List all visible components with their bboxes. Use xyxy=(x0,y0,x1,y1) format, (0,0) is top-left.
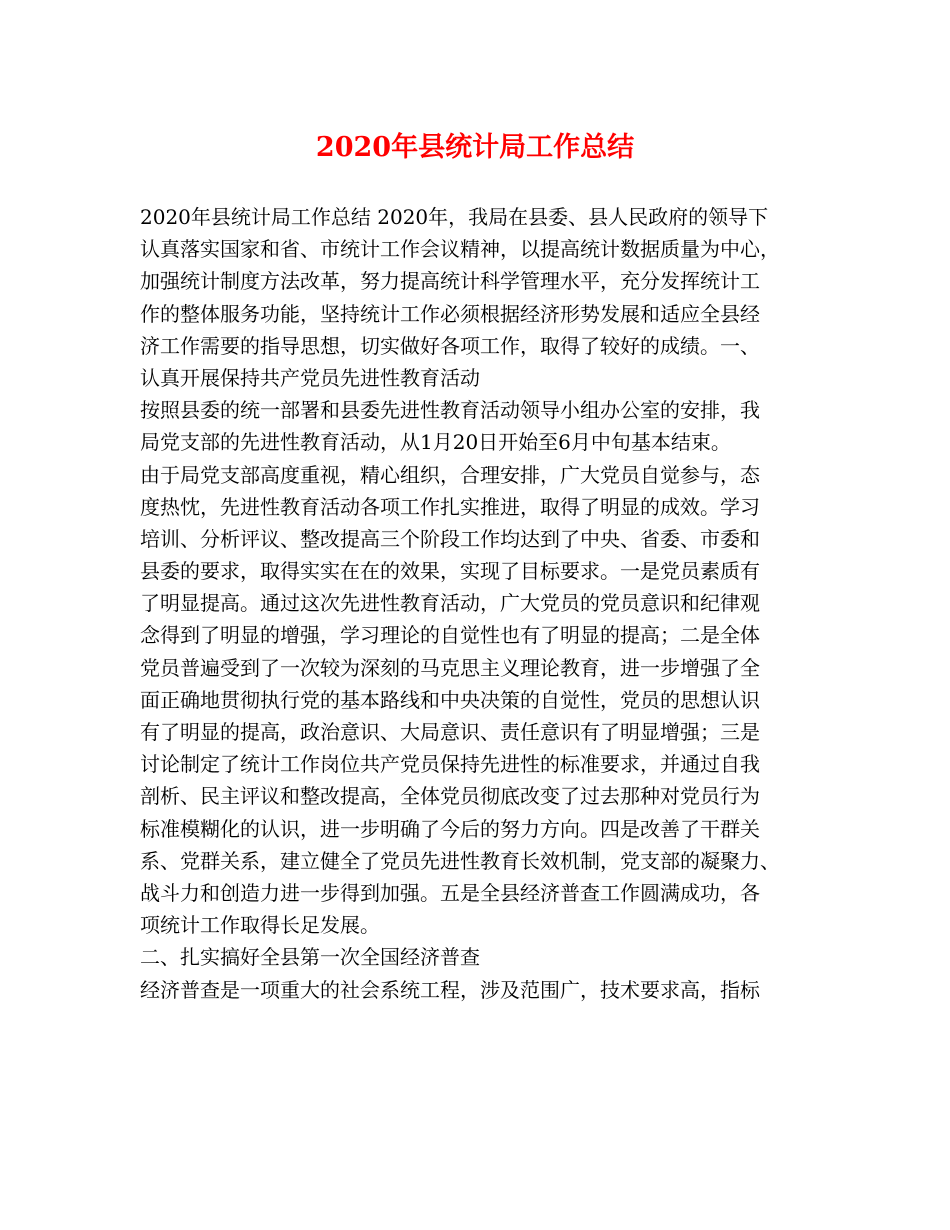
body-line: 加强统计制度方法改革，努力提高统计科学管理水平，充分发挥统计工 xyxy=(140,269,760,294)
body-line: 念得到了明显的增强，学习理论的自觉性也有了明显的提高；二是全体 xyxy=(140,623,760,648)
body-line: 济工作需要的指导思想，切实做好各项工作，取得了较好的成绩。一、 xyxy=(140,333,760,358)
document-body xyxy=(140,201,830,1006)
body-line: 局党支部的先进性教育活动，从1月20日开始至6月中旬基本结束。 xyxy=(140,430,731,455)
body-line: 标准模糊化的认识，进一步明确了今后的努力方向。四是改善了干群关 xyxy=(140,816,760,841)
body-line: 2020年县统计局工作总结 2020年，我局在县委、县人民政府的领导下 xyxy=(140,205,769,229)
body-line: 按照县委的统一部署和县委先进性教育活动领导小组办公室的安排，我 xyxy=(140,398,760,423)
body-line: 战斗力和创造力进一步得到加强。五是全县经济普查工作圆满成功，各 xyxy=(140,880,760,905)
body-line: 了明显提高。通过这次先进性教育活动，广大党员的党员意识和纪律观 xyxy=(140,591,760,616)
document-title: 2020年县统计局工作总结 xyxy=(315,132,635,163)
section-heading: 二、扎实搞好全县第一次全国经济普查 xyxy=(140,945,480,970)
section-heading: 认真开展保持共产党员先进性教育活动 xyxy=(140,365,480,390)
body-line: 由于局党支部高度重视，精心组织，合理安排，广大党员自觉参与，态 xyxy=(140,462,760,487)
body-line: 度热忱，先进性教育活动各项工作扎实推进，取得了明显的成效。学习 xyxy=(140,494,760,519)
body-line: 面正确地贯彻执行党的基本路线和中央决策的自觉性，党员的思想认识 xyxy=(140,687,760,712)
body-line: 系、党群关系，建立健全了党员先进性教育长效机制，党支部的凝聚力、 xyxy=(140,848,780,873)
body-line: 项统计工作取得长足发展。 xyxy=(140,913,380,938)
body-line: 作的整体服务功能，坚持统计工作必须根据经济形势发展和适应全县经 xyxy=(140,301,760,326)
body-line: 认真落实国家和省、市统计工作会议精神，以提高统计数据质量为中心， xyxy=(140,237,780,262)
body-line: 培训、分析评议、整改提高三个阶段工作均达到了中央、省委、市委和 xyxy=(140,526,760,551)
body-line: 党员普遍受到了一次较为深刻的马克思主义理论教育，进一步增强了全 xyxy=(140,655,760,680)
body-line: 有了明显的提高，政治意识、大局意识、责任意识有了明显增强；三是 xyxy=(140,720,760,744)
body-line: 讨论制定了统计工作岗位共产党员保持先进性的标准要求，并通过自我 xyxy=(140,752,760,777)
body-line: 经济普查是一项重大的社会系统工程，涉及范围广，技术要求高，指标 xyxy=(140,977,760,1002)
body-line: 县委的要求，取得实实在在的效果，实现了目标要求。一是党员素质有 xyxy=(140,559,760,584)
body-line: 剖析、民主评议和整改提高，全体党员彻底改变了过去那种对党员行为 xyxy=(140,784,760,809)
